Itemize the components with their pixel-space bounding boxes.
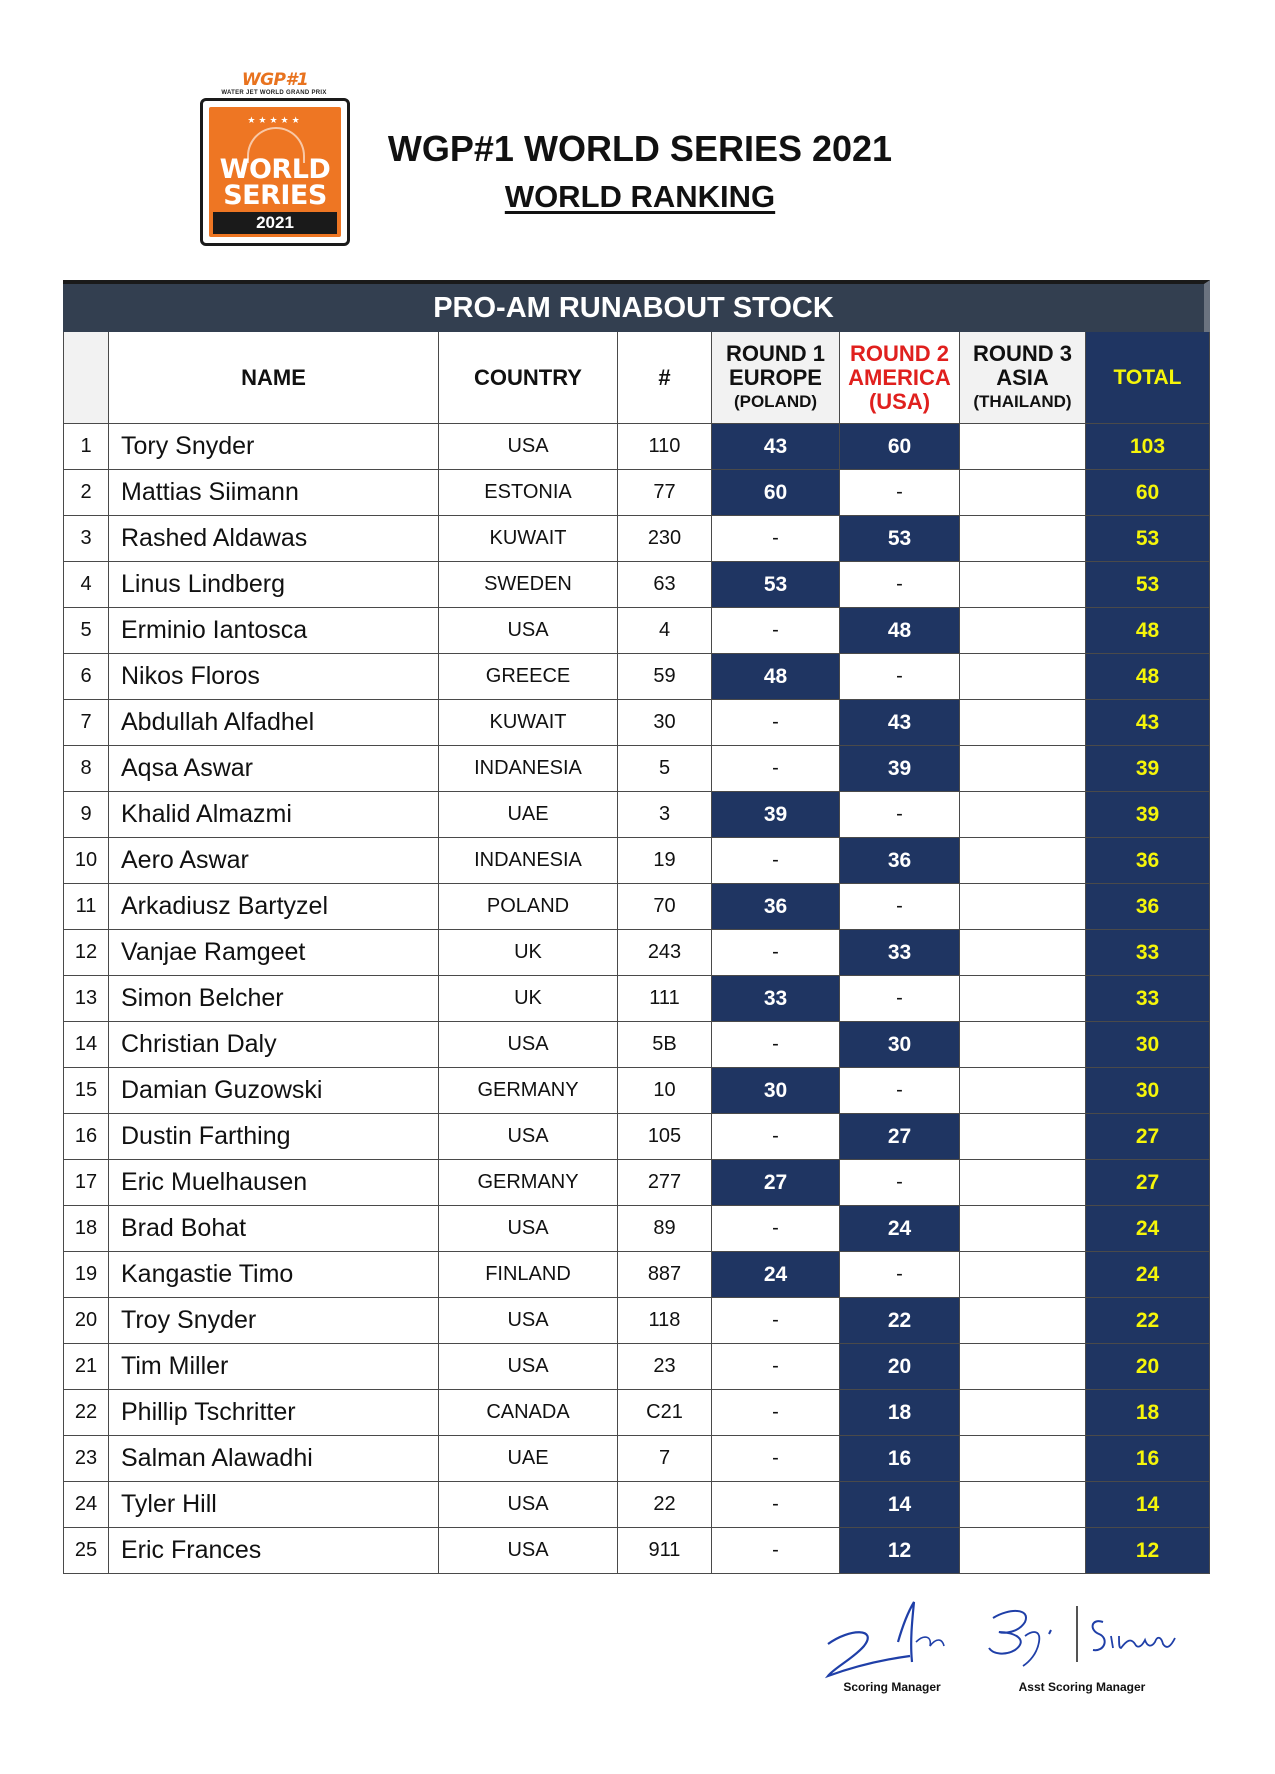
cell-name: Tyler Hill [109, 1482, 439, 1528]
cell-name: Linus Lindberg [109, 562, 439, 608]
cell-round3 [960, 930, 1086, 976]
cell-country: CANADA [439, 1390, 618, 1436]
ranking-table [63, 280, 1210, 1574]
header-round1-line2: EUROPE [729, 364, 822, 390]
cell-round2: 22 [840, 1298, 960, 1344]
cell-round3 [960, 424, 1086, 470]
cell-total: 60 [1086, 470, 1210, 516]
logo-badge [200, 98, 350, 246]
cell-name: Dustin Farthing [109, 1114, 439, 1160]
cell-rank: 2 [63, 470, 109, 516]
cell-total: 36 [1086, 838, 1210, 884]
cell-round2: - [840, 1252, 960, 1298]
cell-total: 14 [1086, 1482, 1210, 1528]
cell-number: 22 [618, 1482, 712, 1528]
cell-round1: - [712, 1022, 840, 1068]
cell-total: 30 [1086, 1022, 1210, 1068]
cell-round1: - [712, 1206, 840, 1252]
cell-name: Eric Frances [109, 1528, 439, 1574]
cell-round2: 20 [840, 1344, 960, 1390]
cell-name: Salman Alawadhi [109, 1436, 439, 1482]
cell-rank: 21 [63, 1344, 109, 1390]
cell-round3 [960, 976, 1086, 1022]
cell-round2: 53 [840, 516, 960, 562]
cell-number: 230 [618, 516, 712, 562]
cell-round3 [960, 1068, 1086, 1114]
cell-rank: 10 [63, 838, 109, 884]
cell-rank: 8 [63, 746, 109, 792]
cell-round2: - [840, 470, 960, 516]
cell-round1: 39 [712, 792, 840, 838]
cell-round3 [960, 700, 1086, 746]
cell-name: Damian Guzowski [109, 1068, 439, 1114]
header-number: # [618, 332, 712, 424]
cell-total: 20 [1086, 1344, 1210, 1390]
cell-name: Rashed Aldawas [109, 516, 439, 562]
cell-country: INDANESIA [439, 838, 618, 884]
cell-round1: 27 [712, 1160, 840, 1206]
cell-name: Nikos Floros [109, 654, 439, 700]
cell-number: 59 [618, 654, 712, 700]
cell-round2: 33 [840, 930, 960, 976]
cell-total: 33 [1086, 930, 1210, 976]
cell-round3 [960, 1160, 1086, 1206]
cell-round2: 14 [840, 1482, 960, 1528]
logo-brand: WGP#1 [241, 70, 309, 90]
cell-name: Abdullah Alfadhel [109, 700, 439, 746]
cell-country: GERMANY [439, 1068, 618, 1114]
cell-round1: 36 [712, 884, 840, 930]
cell-round3 [960, 608, 1086, 654]
cell-country: USA [439, 1344, 618, 1390]
cell-country: KUWAIT [439, 700, 618, 746]
cell-rank: 1 [63, 424, 109, 470]
cell-round1: - [712, 1482, 840, 1528]
cell-round1: - [712, 1344, 840, 1390]
logo-line-series: SERIES [223, 180, 327, 211]
cell-country: USA [439, 1298, 618, 1344]
cell-country: KUWAIT [439, 516, 618, 562]
cell-rank: 11 [63, 884, 109, 930]
cell-number: 7 [618, 1436, 712, 1482]
cell-name: Tim Miller [109, 1344, 439, 1390]
header-rank [63, 332, 109, 424]
page-subtitle [300, 179, 980, 215]
page-title: WGP#1 WORLD SERIES 2021 [387, 128, 893, 169]
cell-number: 5 [618, 746, 712, 792]
header-round2 [840, 332, 960, 424]
cell-round3 [960, 746, 1086, 792]
cell-rank: 14 [63, 1022, 109, 1068]
cell-country: GERMANY [439, 1160, 618, 1206]
cell-rank: 24 [63, 1482, 109, 1528]
cell-total: 22 [1086, 1298, 1210, 1344]
category-header: PRO-AM RUNABOUT STOCK [63, 280, 1210, 332]
cell-number: 19 [618, 838, 712, 884]
cell-rank: 19 [63, 1252, 109, 1298]
cell-round2: - [840, 1160, 960, 1206]
cell-total: 33 [1086, 976, 1210, 1022]
cell-number: 911 [618, 1528, 712, 1574]
cell-round3 [960, 470, 1086, 516]
cell-name: Khalid Almazmi [109, 792, 439, 838]
logo-line-world: WORLD [219, 154, 331, 185]
scoring-manager-signature [820, 1598, 960, 1680]
cell-country: GREECE [439, 654, 618, 700]
cell-total: 27 [1086, 1114, 1210, 1160]
cell-round3 [960, 1114, 1086, 1160]
header-round3-line2: ASIA [996, 364, 1049, 390]
cell-name: Tory Snyder [109, 424, 439, 470]
cell-name: Christian Daly [109, 1022, 439, 1068]
cell-round1: 60 [712, 470, 840, 516]
header-round2-line2: AMERICA [848, 364, 951, 390]
cell-round2: - [840, 654, 960, 700]
header-round3-line3: (THAILAND) [973, 391, 1072, 411]
cell-round3 [960, 516, 1086, 562]
cell-country: USA [439, 608, 618, 654]
cell-round3 [960, 884, 1086, 930]
cell-country: POLAND [439, 884, 618, 930]
cell-rank: 23 [63, 1436, 109, 1482]
cell-country: FINLAND [439, 1252, 618, 1298]
cell-round2: - [840, 976, 960, 1022]
cell-rank: 6 [63, 654, 109, 700]
cell-total: 27 [1086, 1160, 1210, 1206]
cell-rank: 9 [63, 792, 109, 838]
cell-rank: 3 [63, 516, 109, 562]
cell-round3 [960, 1252, 1086, 1298]
cell-country: USA [439, 424, 618, 470]
cell-round1: - [712, 930, 840, 976]
ranking-grid [63, 332, 1210, 1574]
cell-rank: 15 [63, 1068, 109, 1114]
cell-round1: - [712, 838, 840, 884]
cell-rank: 25 [63, 1528, 109, 1574]
cell-country: UK [439, 930, 618, 976]
cell-number: 63 [618, 562, 712, 608]
cell-round3 [960, 1528, 1086, 1574]
cell-rank: 4 [63, 562, 109, 608]
cell-total: 16 [1086, 1436, 1210, 1482]
cell-round3 [960, 1390, 1086, 1436]
cell-number: 30 [618, 700, 712, 746]
cell-total: 48 [1086, 654, 1210, 700]
cell-round1: - [712, 608, 840, 654]
cell-round2: 12 [840, 1528, 960, 1574]
cell-round2: - [840, 562, 960, 608]
cell-number: 70 [618, 884, 712, 930]
cell-total: 39 [1086, 792, 1210, 838]
cell-round1: 30 [712, 1068, 840, 1114]
cell-total: 24 [1086, 1252, 1210, 1298]
header-round1 [712, 332, 840, 424]
cell-round1: - [712, 1436, 840, 1482]
cell-total: 103 [1086, 424, 1210, 470]
cell-round2: 39 [840, 746, 960, 792]
cell-rank: 18 [63, 1206, 109, 1252]
header-round1-line3: (POLAND) [733, 391, 818, 411]
cell-name: Simon Belcher [109, 976, 439, 1022]
logo-badge-inner [209, 107, 341, 237]
cell-number: 77 [618, 470, 712, 516]
cell-country: UAE [439, 792, 618, 838]
header-total: TOTAL [1086, 332, 1210, 424]
cell-number: 3 [618, 792, 712, 838]
cell-name: Vanjae Ramgeet [109, 930, 439, 976]
header-round3 [960, 332, 1086, 424]
cell-number: 118 [618, 1298, 712, 1344]
asst-scoring-manager-signature [985, 1600, 1185, 1672]
cell-round3 [960, 1022, 1086, 1068]
cell-round2: 48 [840, 608, 960, 654]
cell-round1: - [712, 516, 840, 562]
cell-round3 [960, 1206, 1086, 1252]
cell-total: 30 [1086, 1068, 1210, 1114]
cell-round3 [960, 562, 1086, 608]
cell-name: Arkadiusz Bartyzel [109, 884, 439, 930]
header-round2-line3: (USA) [868, 388, 931, 414]
cell-name: Kangastie Timo [109, 1252, 439, 1298]
cell-rank: 7 [63, 700, 109, 746]
cell-country: UAE [439, 1436, 618, 1482]
cell-round1: 48 [712, 654, 840, 700]
cell-name: Aero Aswar [109, 838, 439, 884]
cell-number: 23 [618, 1344, 712, 1390]
cell-total: 43 [1086, 700, 1210, 746]
cell-rank: 22 [63, 1390, 109, 1436]
header-round2-line1: ROUND 2 [849, 340, 949, 366]
cell-number: 89 [618, 1206, 712, 1252]
logo-brand-subtitle: WATER JET WORLD GRAND PRIX [221, 90, 327, 96]
cell-round3 [960, 838, 1086, 884]
cell-rank: 12 [63, 930, 109, 976]
cell-country: USA [439, 1022, 618, 1068]
logo-year: 2021 [213, 212, 337, 234]
cell-round2: 18 [840, 1390, 960, 1436]
cell-round2: 30 [840, 1022, 960, 1068]
cell-round2: - [840, 792, 960, 838]
cell-total: 39 [1086, 746, 1210, 792]
cell-round2: 27 [840, 1114, 960, 1160]
cell-name: Phillip Tschritter [109, 1390, 439, 1436]
cell-name: Troy Snyder [109, 1298, 439, 1344]
cell-country: USA [439, 1114, 618, 1160]
cell-round1: - [712, 1390, 840, 1436]
cell-round1: - [712, 1114, 840, 1160]
cell-round3 [960, 654, 1086, 700]
cell-round1: 43 [712, 424, 840, 470]
cell-name: Erminio Iantosca [109, 608, 439, 654]
cell-country: ESTONIA [439, 470, 618, 516]
asst-scoring-manager-label: Asst Scoring Manager [1018, 1680, 1146, 1694]
cell-number: 10 [618, 1068, 712, 1114]
cell-rank: 20 [63, 1298, 109, 1344]
cell-round1: - [712, 1528, 840, 1574]
page-subtitle-text: WORLD RANKING [504, 179, 776, 214]
cell-total: 18 [1086, 1390, 1210, 1436]
cell-round2: 36 [840, 838, 960, 884]
cell-round3 [960, 1298, 1086, 1344]
cell-number: 4 [618, 608, 712, 654]
cell-number: 111 [618, 976, 712, 1022]
cell-round2: 24 [840, 1206, 960, 1252]
scoring-manager-label: Scoring Manager [843, 1680, 941, 1694]
cell-round2: - [840, 1068, 960, 1114]
cell-round1: - [712, 700, 840, 746]
cell-number: 887 [618, 1252, 712, 1298]
cell-number: C21 [618, 1390, 712, 1436]
cell-name: Mattias Siimann [109, 470, 439, 516]
cell-round2: - [840, 884, 960, 930]
cell-round3 [960, 1436, 1086, 1482]
cell-country: USA [439, 1482, 618, 1528]
cell-total: 24 [1086, 1206, 1210, 1252]
cell-round1: 24 [712, 1252, 840, 1298]
cell-number: 105 [618, 1114, 712, 1160]
cell-country: UK [439, 976, 618, 1022]
cell-total: 53 [1086, 562, 1210, 608]
header-round3-line1: ROUND 3 [972, 340, 1072, 366]
cell-total: 36 [1086, 884, 1210, 930]
cell-number: 110 [618, 424, 712, 470]
cell-round2: 16 [840, 1436, 960, 1482]
logo-stars: ★★★★★ [247, 115, 303, 125]
cell-country: USA [439, 1206, 618, 1252]
cell-name: Eric Muelhausen [109, 1160, 439, 1206]
cell-number: 5B [618, 1022, 712, 1068]
cell-number: 277 [618, 1160, 712, 1206]
cell-country: INDANESIA [439, 746, 618, 792]
cell-round3 [960, 792, 1086, 838]
cell-total: 12 [1086, 1528, 1210, 1574]
cell-rank: 17 [63, 1160, 109, 1206]
cell-round1: - [712, 1298, 840, 1344]
cell-rank: 16 [63, 1114, 109, 1160]
header-name: NAME [109, 332, 439, 424]
cell-round3 [960, 1344, 1086, 1390]
cell-round1: 33 [712, 976, 840, 1022]
cell-rank: 5 [63, 608, 109, 654]
cell-total: 53 [1086, 516, 1210, 562]
cell-name: Brad Bohat [109, 1206, 439, 1252]
cell-round1: 53 [712, 562, 840, 608]
cell-name: Aqsa Aswar [109, 746, 439, 792]
cell-round1: - [712, 746, 840, 792]
header-round1-line1: ROUND 1 [725, 340, 825, 366]
cell-rank: 13 [63, 976, 109, 1022]
cell-round2: 60 [840, 424, 960, 470]
header-country: COUNTRY [439, 332, 618, 424]
cell-number: 243 [618, 930, 712, 976]
cell-round3 [960, 1482, 1086, 1528]
cell-country: USA [439, 1528, 618, 1574]
cell-country: SWEDEN [439, 562, 618, 608]
cell-total: 48 [1086, 608, 1210, 654]
cell-round2: 43 [840, 700, 960, 746]
